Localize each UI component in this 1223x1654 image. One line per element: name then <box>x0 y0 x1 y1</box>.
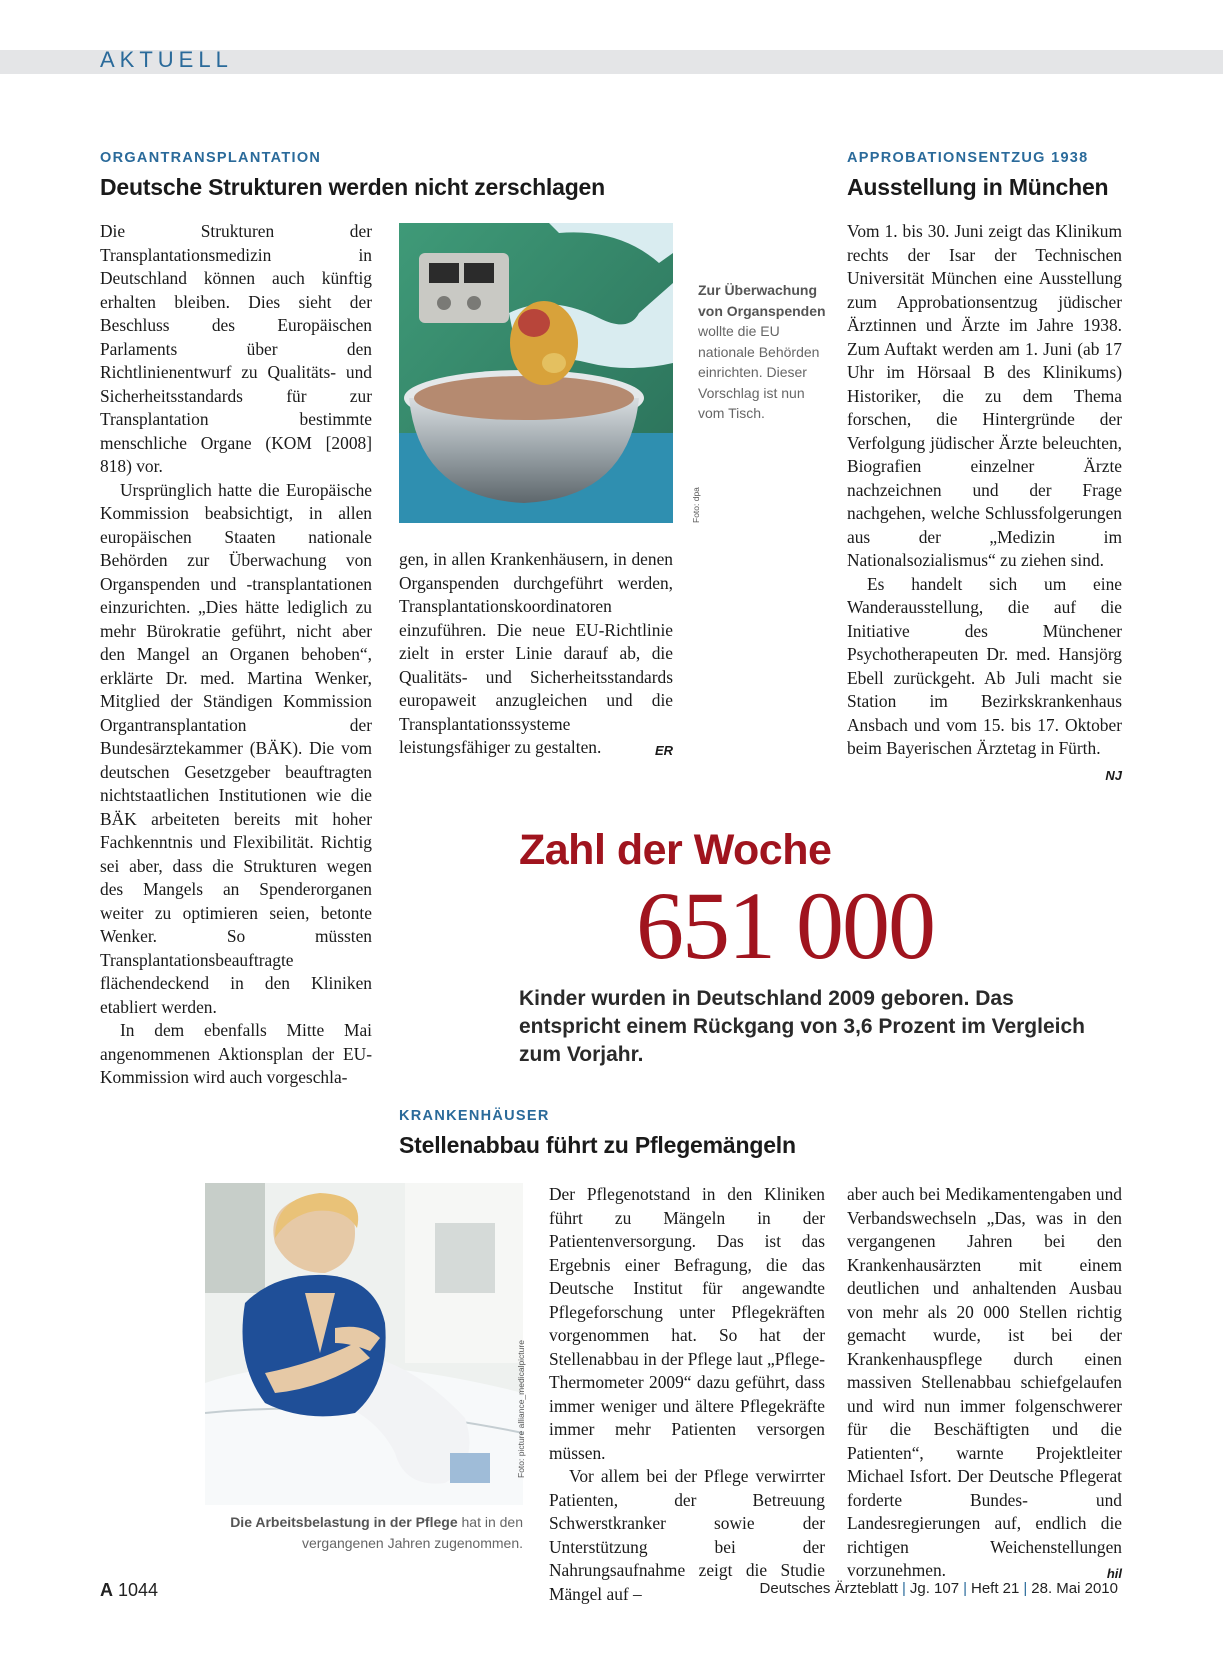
article1-paragraph-text: gen, in allen Krankenhäusern, in denen Organspenden durchgeführt werden, Transplantationskoordinatoren einzuführen. Die neue EU-Richtlinie zielt in erster Linie darauf ab, die Qualitäts- und Sicherheitsstandards europaweit anzugleichen und die Transplantationssysteme leistungsfähiger zu gestalten. <box>399 549 673 757</box>
journal-name: Deutsches Ärzteblatt <box>759 1580 898 1597</box>
nurse-photo-image <box>205 1183 523 1505</box>
page-number <box>100 1580 158 1601</box>
article2-signature: NJ <box>1105 767 1122 783</box>
article3-paragraph <box>847 1183 1122 1583</box>
journal-issue: Heft 21 <box>970 1580 1020 1597</box>
article3-caption-bold: Die Arbeitsbelastung in der Pflege <box>230 1514 458 1530</box>
article1-paragraph: In dem ebenfalls Mitte Mai angenommenen Aktionsplan der EU-Kommission wird auch vorgeschla- <box>100 1020 372 1087</box>
article3-caption <box>205 1512 523 1553</box>
article3-column-2 <box>847 1183 1122 1586</box>
page-number-value: 1044 <box>118 1580 159 1600</box>
article2-headline: Ausstellung in München <box>847 174 1109 200</box>
article1-kicker: ORGANTRANSPLANTATION <box>100 150 322 166</box>
article3-photo-credit: Foto: picture alliance_medicalpicture <box>516 1340 526 1478</box>
article1-paragraph <box>399 548 673 760</box>
article2-column <box>847 220 1122 787</box>
article2-paragraph-text: Es handelt sich um eine Wanderausstellung, die auf die Initiative des Münchener Psychotherapeuten Dr. med. Hansjörg Ebell zurückgeht. Ab Juli macht sie Station im Bezirkskrankenhaus Ansbach und vom 15. bis 17. Oktober beim Bayerischen Ärztetag in Fürth. <box>847 573 1122 758</box>
article3-column-1 <box>549 1183 825 1606</box>
article2-kicker: APPROBATIONSENTZUG 1938 <box>847 150 1089 166</box>
organ-photo-image <box>399 223 673 523</box>
article3-paragraph: Vor allem bei der Pflege verwirrter Patienten, der Betreuung Schwerstkranker sowie der Unterstützung bei der Nahrungsaufnahme zeigt die Studie Mängel auf – <box>549 1466 825 1604</box>
article1-caption-text: wollte die EU nationale Behörden einrichten. Dieser Vorschlag ist nun vom Tisch. <box>698 323 820 421</box>
section-label: AKTUELL <box>100 47 233 72</box>
zahl-der-woche-title: Zahl der Woche <box>519 826 832 874</box>
page-prefix: A <box>100 1580 113 1600</box>
article2-paragraph: Vom 1. bis 30. Juni zeigt das Klinikum rechts der Isar der Technischen Universität München eine Ausstellung zum Approbationsentzug jüdischer Ärztinnen und Ärzte im Jahre 1938. Zum Auftakt werden am 1. Juni (ab 17 Uhr im Hörsaal B des Klinikums) Historiker, die zu dem Thema forschen, die Hintergründe der Verfolgung jüdischer Ärzte beleuchten, Biografien einzelner Ärzte nachzeichnen und der Frage nachgehen, welche Schlussfolgerungen aus der „Medizin im Nationalsozialismus“ zu ziehen sind. <box>847 221 1122 570</box>
article3-signature: hil <box>1106 1566 1122 1581</box>
article1-paragraph: Die Strukturen der Transplantationsmedizin in Deutschland können auch künftig erhalten bleiben. Dies sieht der Beschluss des Europäischen Parlaments über den Richtlinienentwurf zu Qualitäts- und Sicherheitsstandards für zur Transplantation bestimmte menschliche Organe (KOM [2008] 818) vor. <box>100 221 372 476</box>
article1-column-2 <box>399 548 673 763</box>
article1-headline: Deutsche Strukturen werden nicht zerschlagen <box>100 174 605 200</box>
article3-paragraph: Der Pflegenotstand in den Kliniken führt zu Mängeln in der Patientenversorgung. Das ist das Ergebnis einer Befragung, die das Deutsche Institut für angewandte Pflegeforschung unter Pflegekräften vorgenommen hat. So hat der Stellenabbau in der Pflege laut „Pflege-Thermometer 2009“ dazu geführt, dass immer weniger und ältere Pflegekräfte immer mehr Patienten versorgen müssen. <box>549 1184 825 1463</box>
article1-caption-bold: Zur Überwachung von Organspenden <box>698 282 826 319</box>
article3-kicker: KRANKENHÄUSER <box>399 1108 550 1124</box>
nurse-photo <box>205 1183 523 1505</box>
journal-volume: Jg. 107 <box>909 1580 960 1597</box>
article3-headline: Stellenabbau führt zu Pflegemängeln <box>399 1132 796 1158</box>
article1-caption <box>698 280 828 424</box>
zahl-der-woche-text: Kinder wurden in Deutschland 2009 geboren. Das entspricht einem Rückgang von 3,6 Prozent im Vergleich zum Vorjahr. <box>519 987 1085 1066</box>
article3-paragraph-text: aber auch bei Medikamentengaben und Verbandswechseln „Das, was in den vergangenen Jahren bei den Krankenhausärzten mit einem deutlichen und anhaltenden Ausbau von mehr als 20 000 Stellen richtig gemacht wurde, ist bei der Krankenhauspflege durch einen massiven Stellenabbau schiefgelaufen und wird nun immer folgenschwerer für die Beschäftigten und die Patienten“, warnte Projektleiter Michael Isfort. Der Deutsche Pflegerat forderte Bundes- und Landesregierungen auf, endlich die richtigen Weichenstellungen vorzunehmen. <box>847 1184 1122 1580</box>
journal-date: 28. Mai 2010 <box>1031 1580 1118 1597</box>
journal-footer: Deutsches Ärzteblatt | Jg. 107 | Heft 21 | 28. Mai 2010 <box>759 1580 1118 1597</box>
article1-paragraph: Ursprünglich hatte die Europäische Kommission beabsichtigt, in allen europäischen Staaten nationale Behörden zur Überwachung von Organspenden und -transplantationen einzurichten. „Dies hätte lediglich zu mehr Bürokratie geführt, nicht aber den Mangel an Organen behoben“, erklärte Dr. med. Martina Wenker, Mitglied der Ständigen Kommission Organtransplantation der Bundesärztekammer (BÄK). Die vom deutschen Gesetzgeber beauftragten nichtstaatlichen Institutionen wie die BÄK arbeiteten bereits mit hoher Fachkenntnis und Flexibilität. Richtig sei aber, dass die Strukturen wegen des Mangels an Spenderorganen weiter zu optimieren seien, betonte Wenker. So müssten Transplantationsbeauftragte flächendeckend in den Kliniken etabliert werden. <box>100 479 372 1017</box>
article2-paragraph <box>847 573 1122 783</box>
article3-caption-text: hat in den vergangenen Jahren zugenommen. <box>301 1514 523 1551</box>
article1-column-1 <box>100 220 372 1090</box>
organ-photo <box>399 223 673 523</box>
zahl-der-woche-number: 651 000 <box>636 872 934 979</box>
article1-signature: ER <box>654 743 673 758</box>
article1-photo-credit: Foto: dpa <box>691 487 701 523</box>
